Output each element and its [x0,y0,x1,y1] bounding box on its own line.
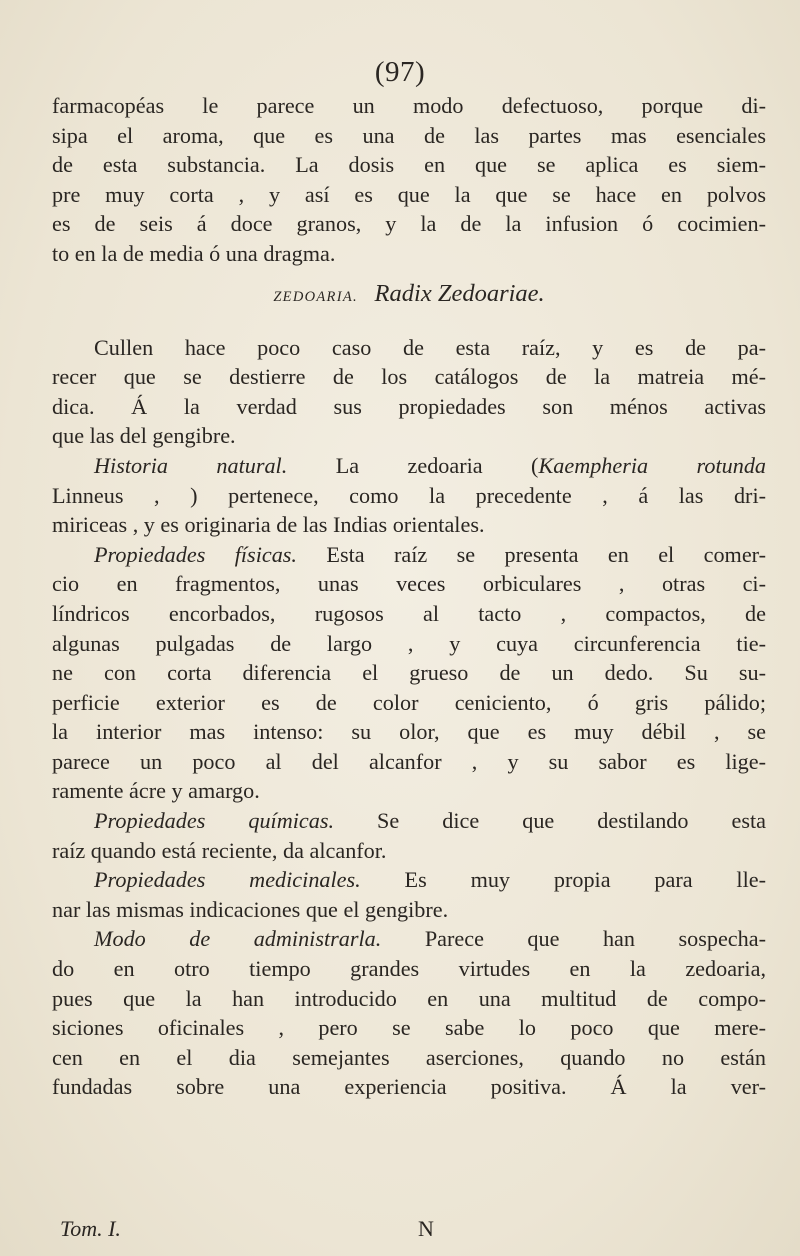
text-line: es de seis á doce granos, y la de la infusion ó cocimien- [52,211,766,237]
page-number: (97) [374,56,426,88]
text-line: que las del gengibre. [52,423,236,449]
paragraph-text: Esta raíz se presenta en el comer- [296,541,766,567]
paragraph-first-line [52,451,766,481]
section-heading [52,279,766,323]
section-label: ZEDOARIA. [273,288,358,305]
paragraph-label: Propiedades medicinales. [94,867,361,893]
text-line: parece un poco al del alcanfor , y su sabor es lige- [52,748,766,774]
paragraph-first-line [52,865,766,895]
text-line: perficie exterior es de color ceniciento, ó gris pálido; [52,689,766,715]
text-line: ramente ácre y amargo. [52,778,260,804]
text-line: to en la de media ó una dragma. [52,240,336,266]
volume-label: Tom. I. [60,1216,121,1241]
text-line: líndricos encorbados, rugosos al tacto , compactos, de [52,600,766,626]
text-line: cio en fragmentos, unas veces orbiculares , otras ci- [52,571,766,597]
text-line: raíz quando está reciente, da alcanfor. [52,837,387,863]
paragraph-text: Parece que han sospecha- [381,926,766,952]
paragraph-text: Se dice que destilando esta [334,808,766,834]
paragraph-label: Modo de administrarla. [94,926,382,952]
section-title: Radix Zedoariae. [374,279,545,307]
text-line: de esta substancia. La dosis en que se aplica es siem- [52,152,766,178]
paragraph-first-line [52,540,766,570]
paragraph-first-line [52,806,766,836]
text-line: la interior mas intenso: su olor, que es muy débil , se [52,719,766,745]
text-line: pre muy corta , y así es que la que se hace en polvos [52,181,766,207]
text-line: farmacopéas le parece un modo defectuoso, porque di- [52,93,766,118]
text-line: siciones oficinales , pero se sabe lo poco que mere- [52,1015,766,1041]
text-line: fundadas sobre una experiencia positiva. Á la ver- [52,1074,766,1100]
text-line: Cullen hace poco caso de esta raíz, y es de pa- [94,334,766,360]
paragraph-label: Propiedades químicas. [94,808,335,834]
text-line: algunas pulgadas de largo , y cuya circunferencia tie- [52,630,766,656]
text-line: recer que se destierre de los catálogos de la matreia mé- [52,364,766,390]
species-name: Kaempheria rotunda [538,452,767,478]
text-line: pues que la han introducido en una multitud de compo- [52,985,766,1011]
text-line: ne con corta diferencia el grueso de un dedo. Su su- [52,660,766,686]
paragraph-label: Historia natural. [94,452,288,478]
text-line: dica. Á la verdad sus propiedades son ménos activas [52,393,766,419]
text-line: nar las mismas indicaciones que el gengibre. [52,896,449,922]
text-line: cen en el dia semejantes aserciones, quando no están [52,1044,766,1070]
paragraph-label: Propiedades físicas. [94,541,297,567]
paragraph-first-line [52,924,766,954]
paragraph-text: La zedoaria ( [287,452,539,478]
text-line: Linneus , ) pertenece, como la precedente , á las dri- [52,482,766,508]
paragraph-text: Es muy propia para lle- [360,867,766,893]
text-line: sipa el aroma, que es una de las partes mas esenciales [52,122,766,148]
text-line: do en otro tiempo grandes virtudes en la zedoaria, [52,956,766,982]
page-footer [60,1216,600,1246]
signature-mark: N [418,1216,435,1241]
text-line: miriceas , y es originaria de las Indias orientales. [52,512,485,538]
page-body [52,91,766,1102]
